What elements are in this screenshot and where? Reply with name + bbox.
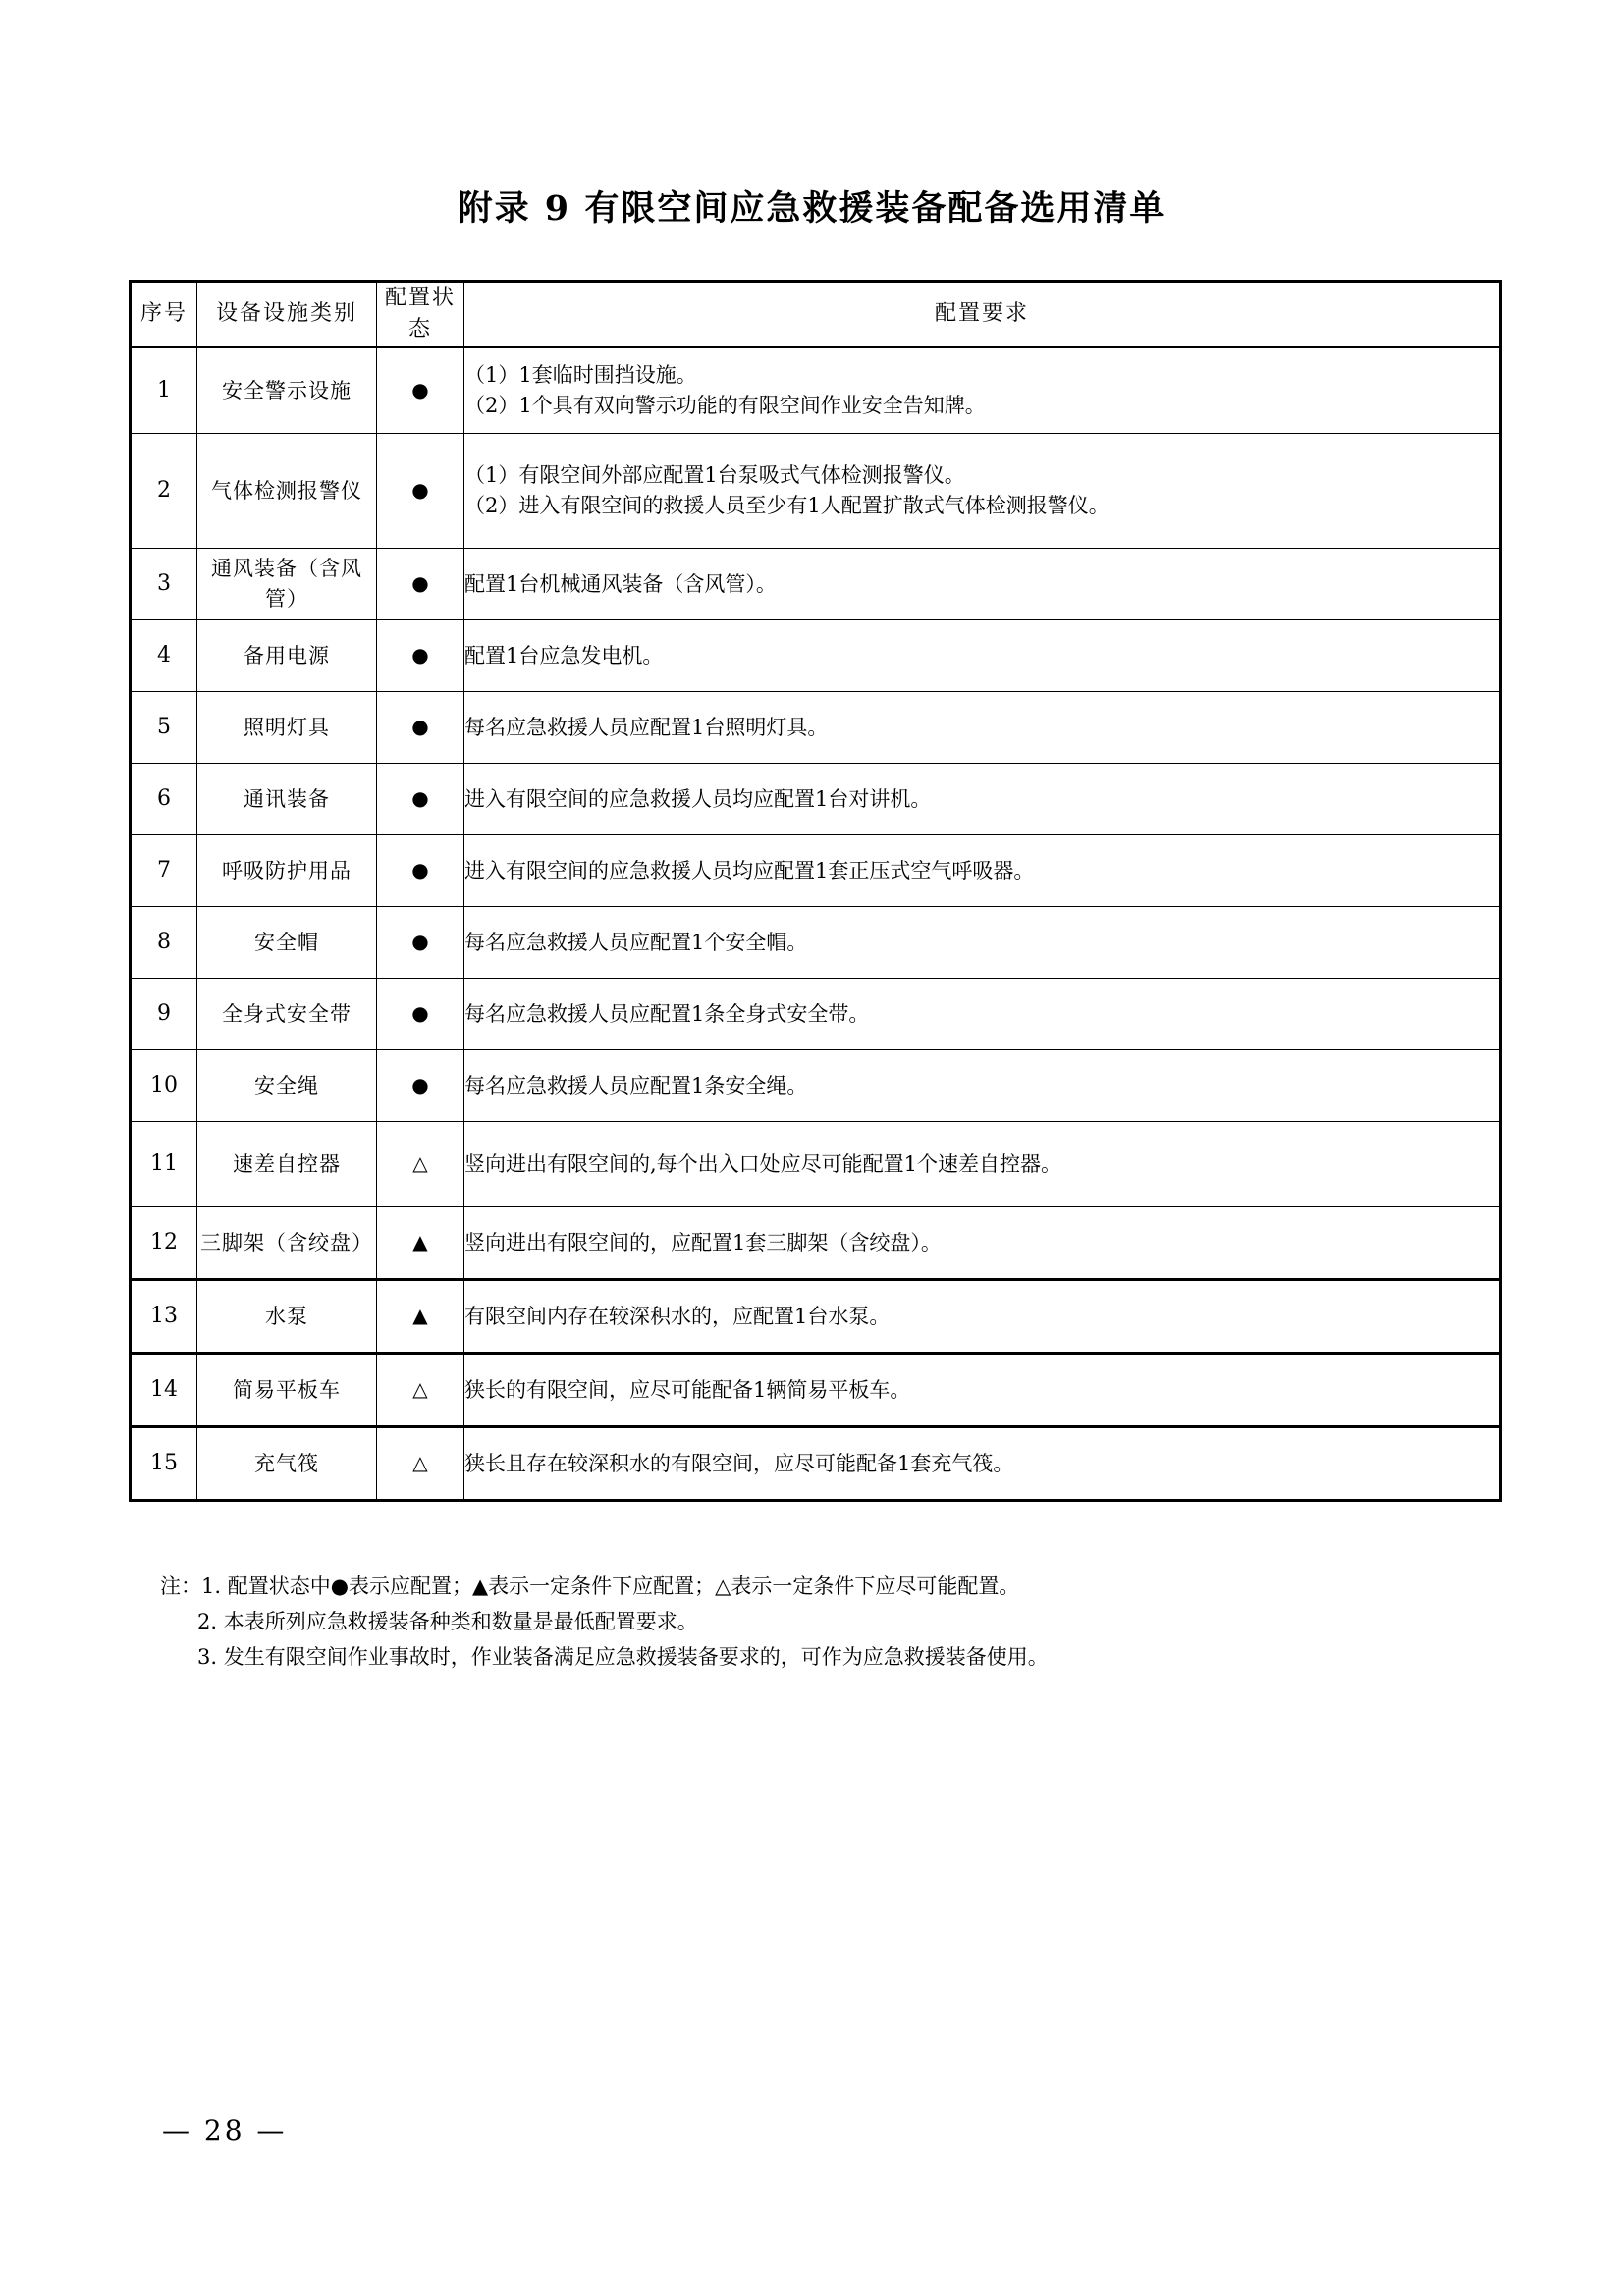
cell-configuration-requirement bbox=[464, 1206, 1501, 1279]
cell-configuration-status-symbol: △ bbox=[377, 1353, 464, 1426]
cell-row-number: 12 bbox=[131, 1206, 197, 1279]
cell-configuration-requirement bbox=[464, 906, 1501, 978]
table-row bbox=[131, 978, 1501, 1049]
page-number: — 28 — bbox=[162, 2114, 288, 2147]
cell-row-number: 11 bbox=[131, 1121, 197, 1206]
cell-row-number: 3 bbox=[131, 548, 197, 619]
requirement-line: 狭长的有限空间，应尽可能配备1辆简易平板车。 bbox=[464, 1377, 911, 1402]
cell-configuration-status-symbol: ● bbox=[377, 347, 464, 433]
column-header-no: 序号 bbox=[131, 282, 197, 347]
table-row bbox=[131, 1279, 1501, 1353]
cell-row-number: 4 bbox=[131, 619, 197, 691]
cell-configuration-status-symbol: △ bbox=[377, 1121, 464, 1206]
table-row bbox=[131, 1426, 1501, 1500]
column-header-status: 配置状态 bbox=[377, 282, 464, 347]
requirement-line: 狭长且存在较深积水的有限空间，应尽可能配备1套充气筏。 bbox=[464, 1451, 1014, 1475]
table-row bbox=[131, 763, 1501, 834]
table-row bbox=[131, 1353, 1501, 1426]
cell-configuration-status-symbol: ● bbox=[377, 1049, 464, 1121]
table-row bbox=[131, 906, 1501, 978]
cell-configuration-requirement bbox=[464, 433, 1501, 548]
requirement-line: 竖向进出有限空间的,每个出入口处应尽可能配置1个速差自控器。 bbox=[464, 1151, 1062, 1176]
cell-row-number: 14 bbox=[131, 1353, 197, 1426]
equipment-table bbox=[129, 280, 1502, 1502]
cell-equipment-category: 安全帽 bbox=[197, 906, 377, 978]
requirement-line: 每名应急救援人员应配置1个安全帽。 bbox=[464, 930, 808, 954]
requirement-line: 进入有限空间的应急救援人员均应配置1台对讲机。 bbox=[464, 786, 932, 811]
cell-configuration-status-symbol: ● bbox=[377, 691, 464, 763]
table-notes bbox=[160, 1569, 1535, 1675]
cell-configuration-status-symbol: ● bbox=[377, 906, 464, 978]
note-line-1: 注：1. 配置状态中●表示应配置；▲表示一定条件下应配置；△表示一定条件下应尽可能配置。 bbox=[160, 1575, 1020, 1598]
cell-equipment-category: 三脚架（含绞盘） bbox=[197, 1206, 377, 1279]
cell-configuration-status-symbol: ● bbox=[377, 433, 464, 548]
requirement-line: 每名应急救援人员应配置1条安全绳。 bbox=[464, 1073, 808, 1097]
cell-configuration-status-symbol: ▲ bbox=[377, 1206, 464, 1279]
cell-equipment-category: 速差自控器 bbox=[197, 1121, 377, 1206]
cell-equipment-category: 通讯装备 bbox=[197, 763, 377, 834]
cell-row-number: 5 bbox=[131, 691, 197, 763]
table-row bbox=[131, 1049, 1501, 1121]
table-row bbox=[131, 548, 1501, 619]
table-body bbox=[131, 347, 1501, 1500]
table-row bbox=[131, 691, 1501, 763]
requirement-line: 每名应急救援人员应配置1台照明灯具。 bbox=[464, 715, 829, 739]
note-line-2: 2. 本表所列应急救援装备种类和数量是最低配置要求。 bbox=[197, 1610, 698, 1634]
cell-configuration-requirement bbox=[464, 619, 1501, 691]
column-header-requirement: 配置要求 bbox=[464, 282, 1501, 347]
cell-equipment-category: 简易平板车 bbox=[197, 1353, 377, 1426]
column-header-category: 设备设施类别 bbox=[197, 282, 377, 347]
requirement-line: （1）有限空间外部应配置1台泵吸式气体检测报警仪。 bbox=[464, 463, 965, 488]
cell-row-number: 1 bbox=[131, 347, 197, 433]
cell-equipment-category: 呼吸防护用品 bbox=[197, 834, 377, 906]
cell-configuration-status-symbol: ▲ bbox=[377, 1279, 464, 1353]
cell-configuration-requirement bbox=[464, 1279, 1501, 1353]
cell-equipment-category: 备用电源 bbox=[197, 619, 377, 691]
cell-configuration-requirement bbox=[464, 834, 1501, 906]
table-row bbox=[131, 347, 1501, 433]
cell-configuration-requirement bbox=[464, 1121, 1501, 1206]
cell-equipment-category: 充气筏 bbox=[197, 1426, 377, 1500]
cell-row-number: 8 bbox=[131, 906, 197, 978]
requirement-line: 有限空间内存在较深积水的，应配置1台水泵。 bbox=[464, 1304, 891, 1328]
cell-configuration-requirement bbox=[464, 548, 1501, 619]
requirement-line: （2）进入有限空间的救援人员至少有1人配置扩散式气体检测报警仪。 bbox=[464, 493, 1110, 517]
table-row bbox=[131, 1121, 1501, 1206]
requirement-line: （1）1套临时围挡设施。 bbox=[464, 363, 697, 388]
cell-equipment-category: 气体检测报警仪 bbox=[197, 433, 377, 548]
cell-equipment-category: 全身式安全带 bbox=[197, 978, 377, 1049]
cell-equipment-category: 安全绳 bbox=[197, 1049, 377, 1121]
cell-row-number: 7 bbox=[131, 834, 197, 906]
cell-configuration-status-symbol: ● bbox=[377, 978, 464, 1049]
table-header-row bbox=[131, 282, 1501, 347]
cell-configuration-requirement bbox=[464, 691, 1501, 763]
cell-configuration-requirement bbox=[464, 1049, 1501, 1121]
cell-configuration-requirement bbox=[464, 978, 1501, 1049]
cell-equipment-category: 安全警示设施 bbox=[197, 347, 377, 433]
table-row bbox=[131, 433, 1501, 548]
cell-row-number: 10 bbox=[131, 1049, 197, 1121]
requirement-line: 配置1台应急发电机。 bbox=[464, 643, 664, 667]
cell-configuration-requirement bbox=[464, 1426, 1501, 1500]
cell-row-number: 6 bbox=[131, 763, 197, 834]
note-line-3: 3. 发生有限空间作业事故时，作业装备满足应急救援装备要求的，可作为应急救援装备使用。 bbox=[197, 1645, 1049, 1670]
equipment-table-container bbox=[129, 280, 1499, 1502]
cell-configuration-requirement bbox=[464, 1353, 1501, 1426]
cell-configuration-status-symbol: ● bbox=[377, 619, 464, 691]
requirement-line: 每名应急救援人员应配置1条全身式安全带。 bbox=[464, 1001, 870, 1026]
cell-row-number: 2 bbox=[131, 433, 197, 548]
cell-configuration-status-symbol: ● bbox=[377, 834, 464, 906]
cell-equipment-category: 通风装备（含风管） bbox=[197, 548, 377, 619]
cell-configuration-requirement bbox=[464, 763, 1501, 834]
requirement-line: （2）1个具有双向警示功能的有限空间作业安全告知牌。 bbox=[464, 393, 986, 417]
cell-row-number: 15 bbox=[131, 1426, 197, 1500]
page-title: 附录 9 有限空间应急救援装备配备选用清单 bbox=[458, 188, 1166, 229]
table-row bbox=[131, 619, 1501, 691]
cell-configuration-status-symbol: ● bbox=[377, 548, 464, 619]
cell-row-number: 13 bbox=[131, 1279, 197, 1353]
cell-configuration-status-symbol: △ bbox=[377, 1426, 464, 1500]
requirement-line: 进入有限空间的应急救援人员均应配置1套正压式空气呼吸器。 bbox=[464, 858, 1035, 882]
requirement-line: 配置1台机械通风装备（含风管）。 bbox=[464, 571, 777, 596]
cell-configuration-requirement bbox=[464, 347, 1501, 433]
cell-equipment-category: 照明灯具 bbox=[197, 691, 377, 763]
table-row bbox=[131, 1206, 1501, 1279]
table-row bbox=[131, 834, 1501, 906]
requirement-line: 竖向进出有限空间的，应配置1套三脚架（含绞盘）。 bbox=[464, 1230, 942, 1255]
cell-row-number: 9 bbox=[131, 978, 197, 1049]
cell-equipment-category: 水泵 bbox=[197, 1279, 377, 1353]
cell-configuration-status-symbol: ● bbox=[377, 763, 464, 834]
